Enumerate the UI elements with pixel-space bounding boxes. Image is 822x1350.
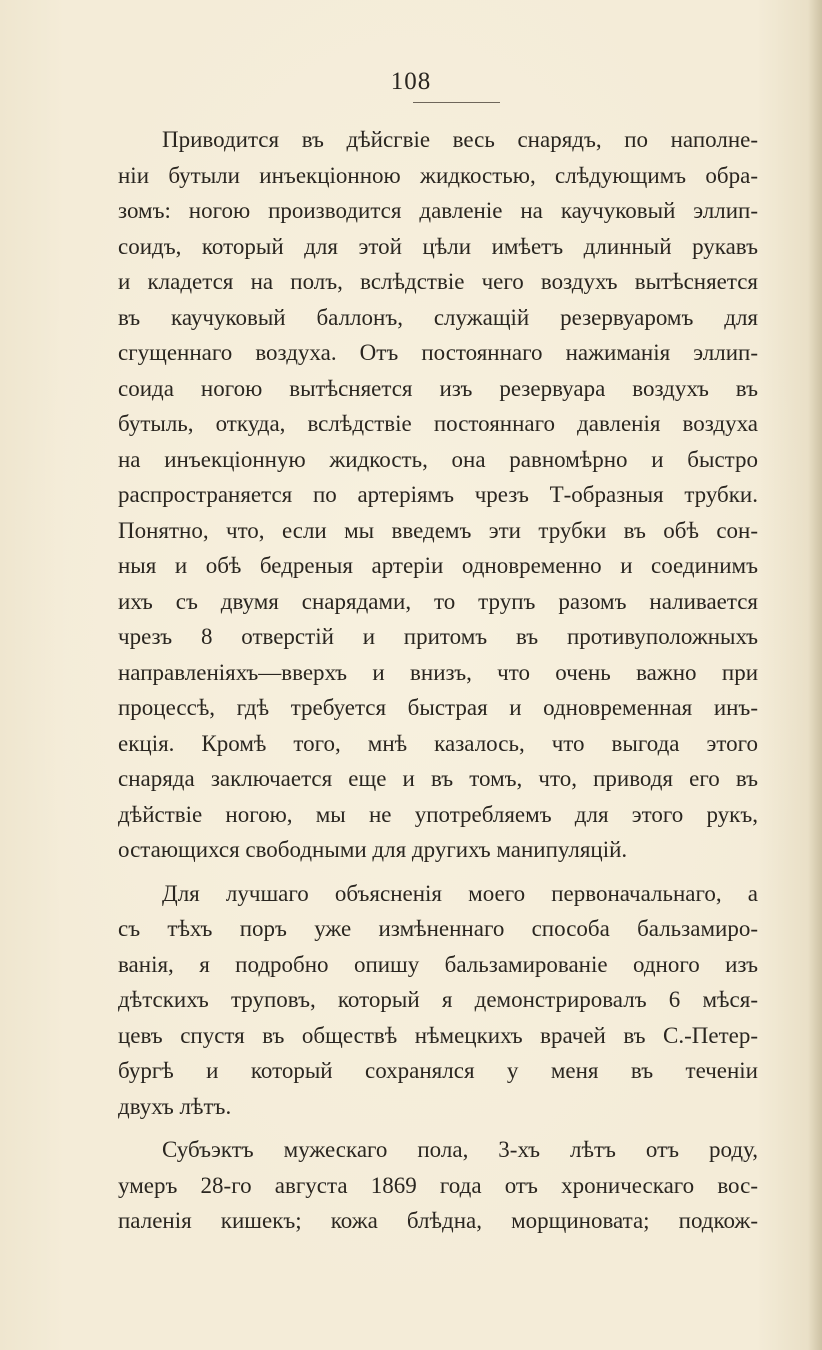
text-line: зомъ: ногою производится давленіе на каучуковый эллип- — [118, 198, 758, 223]
text-line: распространяется по артеріямъ чрезъ Т-образныя трубки. — [118, 482, 758, 507]
text-line: снаряда заключается еще и въ томъ, что, приводя его въ — [118, 766, 758, 791]
text-line: съ тѣхъ поръ уже измѣненнаго способа бальзамиро- — [118, 916, 758, 941]
text-line: сгущеннаго воздуха. Отъ постояннаго нажиманія эллип- — [118, 340, 758, 365]
text-line: бутыль, откуда, вслѣдствіе постояннаго давленія воздуха — [118, 411, 758, 436]
page-edge-shadow — [808, 0, 822, 1350]
text-line: дѣйствіе ногою, мы не употребляемъ для этого рукъ, — [118, 801, 758, 827]
text-line: направленіяхъ—вверхъ и внизъ, что очень важно при — [118, 659, 758, 685]
body-text — [118, 122, 758, 1239]
text-line: Понятно, что, если мы введемъ эти трубки въ обѣ сон- — [118, 517, 758, 543]
text-line: процессѣ, гдѣ требуется быстрая и одновременная инъ- — [118, 695, 758, 720]
header-rule — [413, 102, 500, 103]
text-line: Субъэктъ мужескаго пола, 3-хъ лѣтъ отъ роду, — [162, 1137, 758, 1162]
paragraph-2 — [118, 876, 758, 1125]
text-line: умеръ 28-го августа 1869 года отъ хроническаго вос- — [118, 1172, 758, 1198]
page-number: 108 — [390, 68, 432, 95]
text-line: ихъ съ двумя снарядами, то трупъ разомъ наливается — [118, 588, 758, 614]
text-line: дѣтскихъ труповъ, который я демонстрировалъ 6 мѣся- — [118, 987, 758, 1012]
paragraph-gap — [118, 1124, 758, 1132]
text-line: Приводится въ дѣйсгвіе весь снарядъ, по наполне- — [162, 127, 758, 152]
text-line: бургѣ и который сохранялся у меня въ теченіи — [118, 1058, 758, 1083]
text-line: ныя и обѣ бедреныя артеріи одновременно и соединимъ — [118, 553, 758, 578]
text-line: чрезъ 8 отверстій и притомъ въ противуположныхъ — [118, 624, 758, 649]
text-line: паленія кишекъ; кожа блѣдна, морщиновата; подкож- — [118, 1208, 758, 1233]
text-line: екція. Кромѣ того, мнѣ казалось, что выгода этого — [118, 730, 758, 756]
text-line: и кладется на полъ, вслѣдствіе чего воздухъ вытѣсняется — [118, 269, 758, 294]
text-line: остающихся свободными для другихъ манипуляцій. — [118, 837, 628, 862]
text-line: ніи бутыли инъекціонною жидкостью, слѣдующимъ обра- — [118, 162, 758, 188]
text-line: двухъ лѣтъ. — [118, 1093, 232, 1119]
text-line: на инъекціонную жидкость, она равномѣрно и быстро — [118, 446, 758, 472]
paragraph-gap — [118, 868, 758, 876]
text-line: въ каучуковый баллонъ, служащій резервуаромъ для — [118, 304, 758, 330]
paragraph-3 — [118, 1132, 758, 1239]
text-line: ванія, я подробно опишу бальзамированіе одного изъ — [118, 951, 758, 977]
text-line: соидъ, который для этой цѣли имѣетъ длинный рукавъ — [118, 233, 758, 259]
text-line: цевъ спустя въ обществѣ нѣмецкихъ врачей въ С.-Петер- — [118, 1022, 758, 1048]
paragraph-1 — [118, 122, 758, 868]
text-line: соида ногою вытѣсняется изъ резервуара воздухъ въ — [118, 375, 758, 401]
text-line: Для лучшаго объясненія моего первоначальнаго, а — [162, 880, 758, 906]
